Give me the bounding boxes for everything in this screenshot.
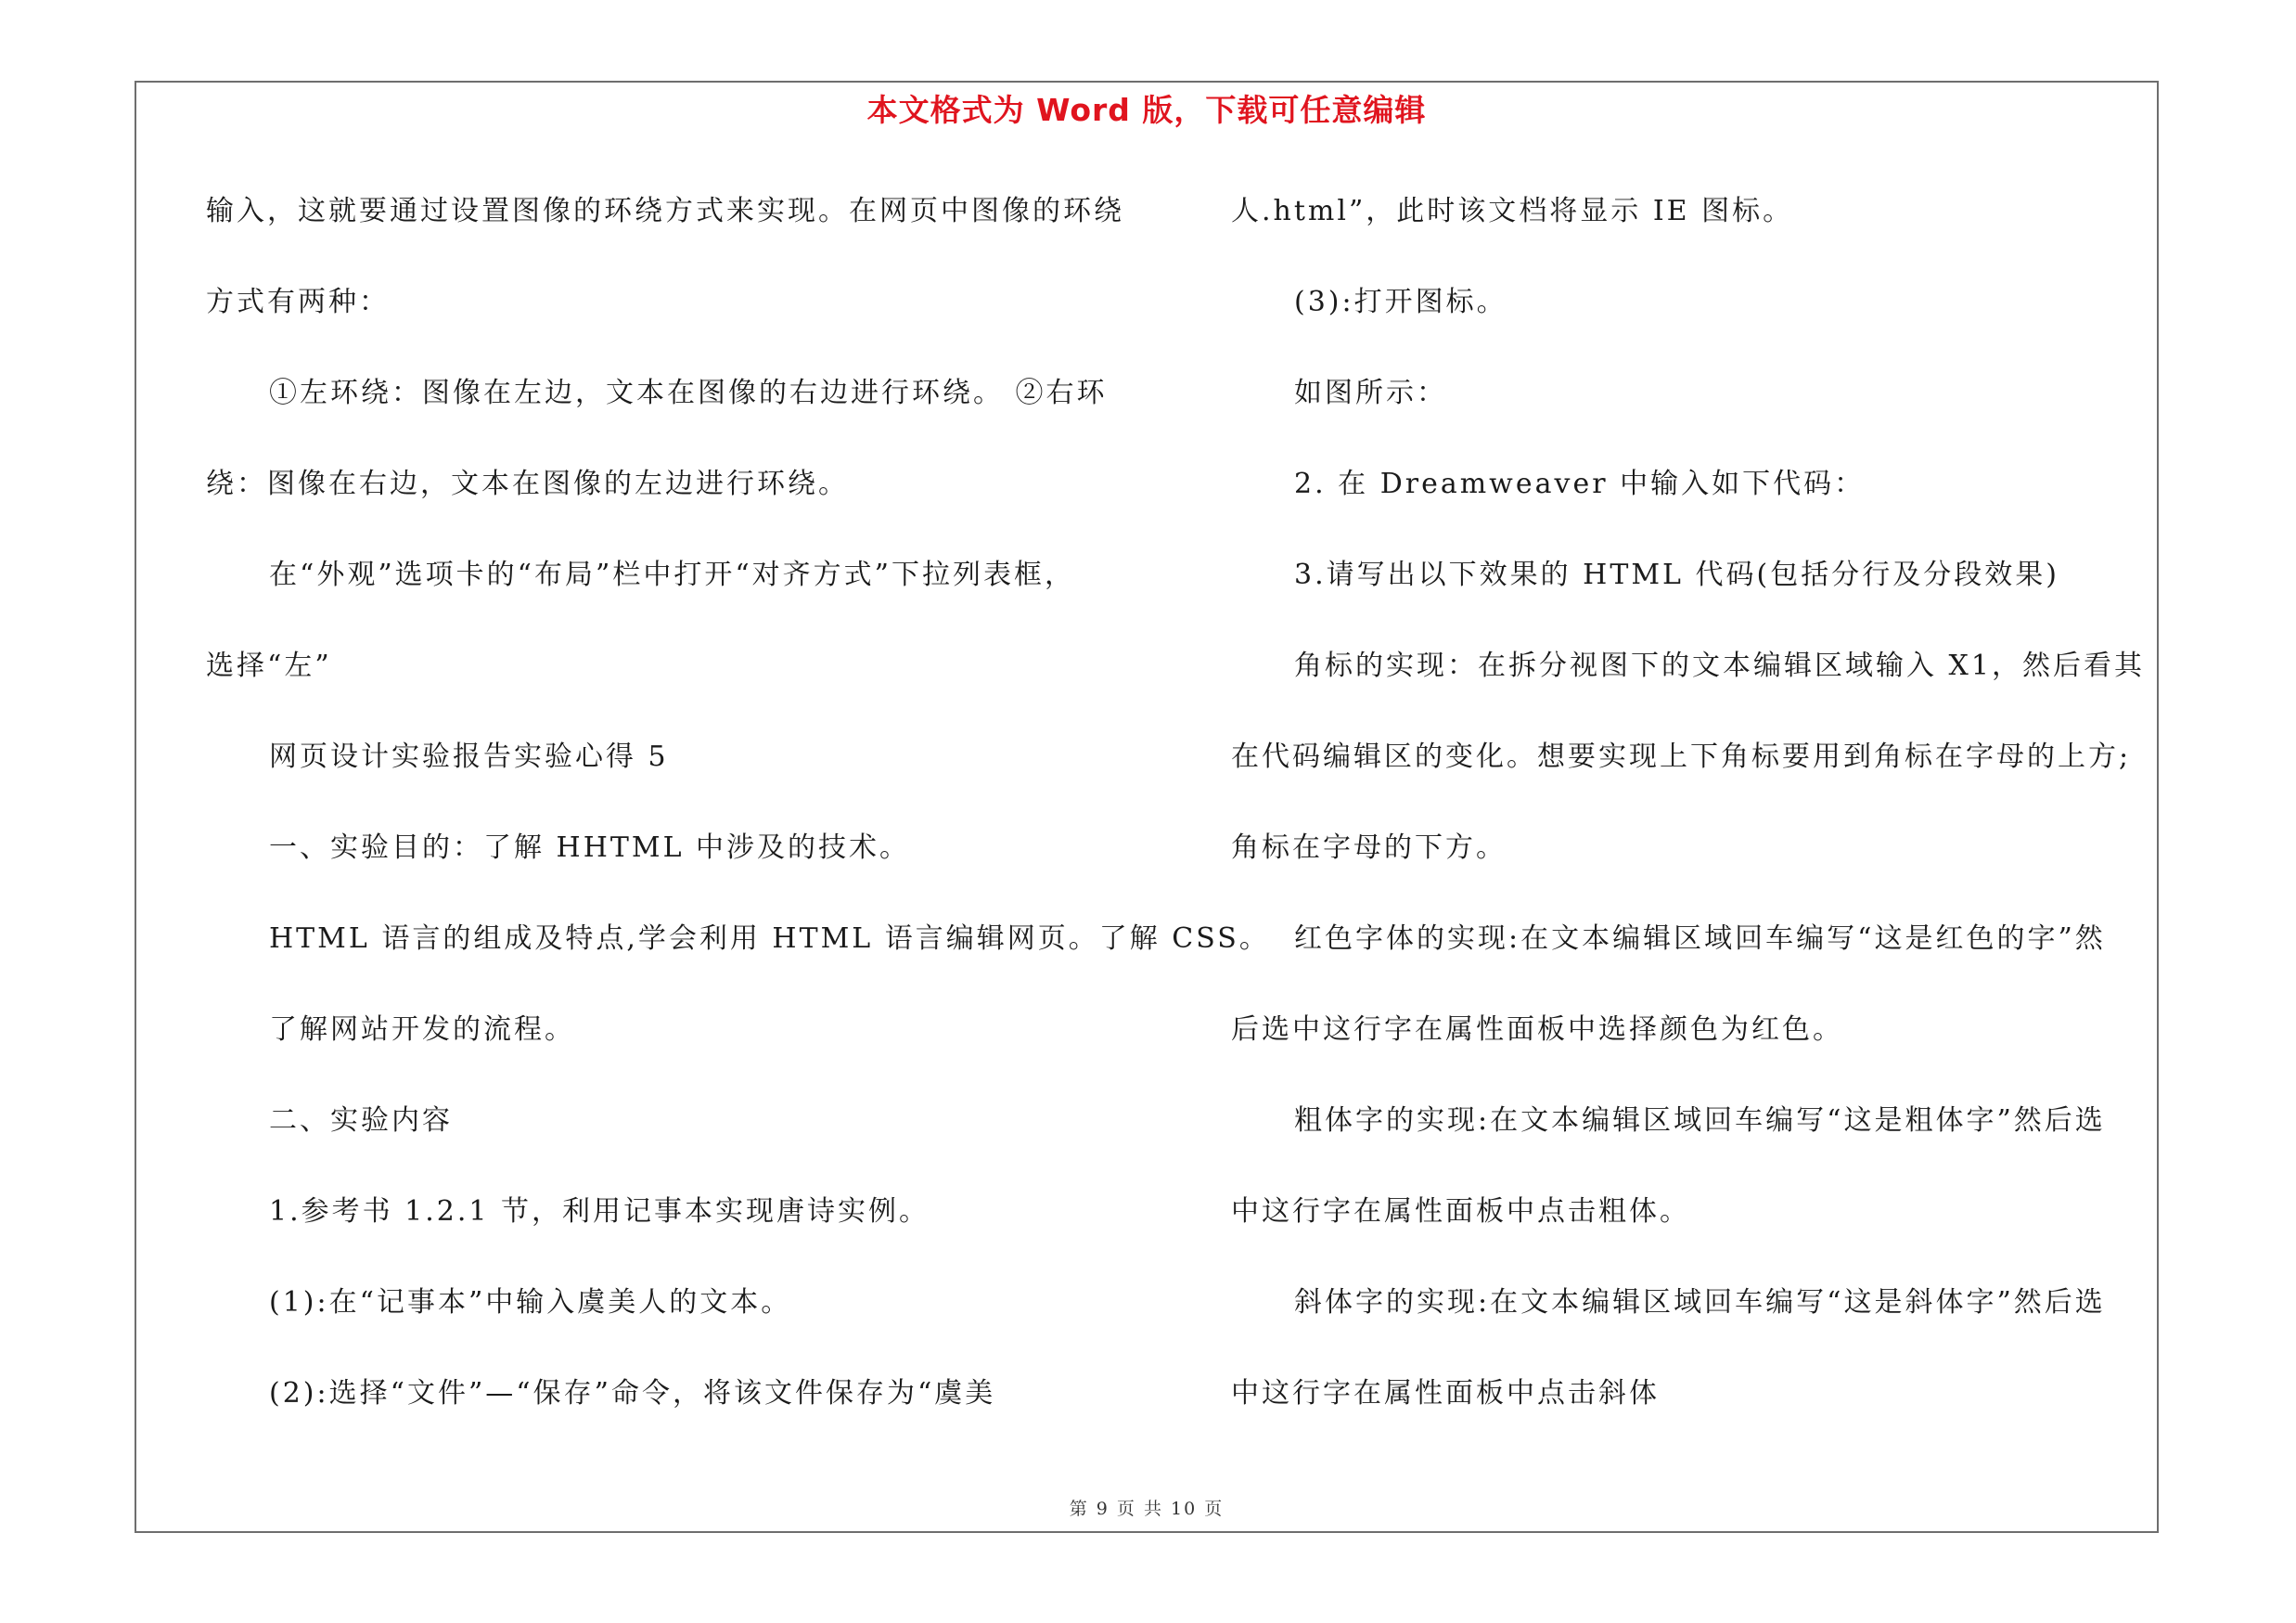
paragraph-line: 斜体字的实现:在文本编辑区域回车编写“这是斜体字”然后选	[1294, 1286, 2106, 1319]
paragraph-line: 方式有两种：	[206, 286, 390, 318]
paragraph-line: 在代码编辑区的变化。想要实现上下角标要用到角标在字母的上方;	[1231, 741, 2132, 773]
paragraph-line: 如图所示：	[1294, 377, 1447, 409]
right-column	[1231, 185, 2159, 1458]
paragraph-line: 一、实验目的：了解 HHTML 中涉及的技术。	[269, 831, 911, 864]
page-banner: 本文格式为 Word 版，下载可任意编辑	[866, 92, 1427, 128]
left-column	[206, 185, 1270, 1458]
paragraph-line: HTML 语言的组成及特点,学会利用 HTML 语言编辑网页。了解 CSS。	[269, 922, 1270, 955]
paragraph-line: 后选中这行字在属性面板中选择颜色为红色。	[1231, 1013, 1843, 1046]
paragraph-line: 2. 在 Dreamweaver 中输入如下代码：	[1294, 468, 1866, 500]
paragraph-line: 角标在字母的下方。	[1231, 831, 1507, 864]
paragraph-line: 了解网站开发的流程。	[269, 1013, 575, 1046]
page-number: 第 9 页 共 10 页	[1069, 1499, 1225, 1519]
section-heading: 二、实验内容	[269, 1104, 453, 1137]
paragraph-line: 绕：图像在右边，文本在图像的左边进行环绕。	[206, 468, 849, 500]
paragraph-line: 选择“左”	[206, 650, 332, 682]
paragraph-line: (2):选择“文件”—“保存”命令，将该文件保存为“虞美	[269, 1377, 996, 1410]
paragraph-line: (1):在“记事本”中输入虞美人的文本。	[269, 1286, 792, 1319]
paragraph-line: 红色字体的实现:在文本编辑区域回车编写“这是红色的字”然	[1294, 922, 2106, 955]
paragraph-line: ①左环绕：图像在左边，文本在图像的右边进行环绕。 ②右环	[269, 377, 1108, 409]
section-heading: 网页设计实验报告实验心得 5	[269, 741, 669, 773]
paragraph-line: 3.请写出以下效果的 HTML 代码(包括分行及分段效果)	[1294, 559, 2059, 591]
paragraph-line: 粗体字的实现:在文本编辑区域回车编写“这是粗体字”然后选	[1294, 1104, 2106, 1137]
paragraph-line: 输入，这就要通过设置图像的环绕方式来实现。在网页中图像的环绕	[206, 195, 1124, 227]
paragraph-line: 人.html”，此时该文档将显示 IE 图标。	[1231, 195, 1794, 227]
paragraph-line: (3):打开图标。	[1294, 286, 1507, 318]
paragraph-line: 1.参考书 1.2.1 节，利用记事本实现唐诗实例。	[269, 1195, 930, 1228]
paragraph-line: 在“外观”选项卡的“布局”栏中打开“对齐方式”下拉列表框，	[269, 559, 1076, 591]
paragraph-line: 中这行字在属性面板中点击粗体。	[1231, 1195, 1690, 1228]
paragraph-line: 角标的实现：在拆分视图下的文本编辑区域输入 X1，然后看其	[1294, 650, 2145, 682]
paragraph-line: 中这行字在属性面板中点击斜体	[1231, 1377, 1660, 1410]
